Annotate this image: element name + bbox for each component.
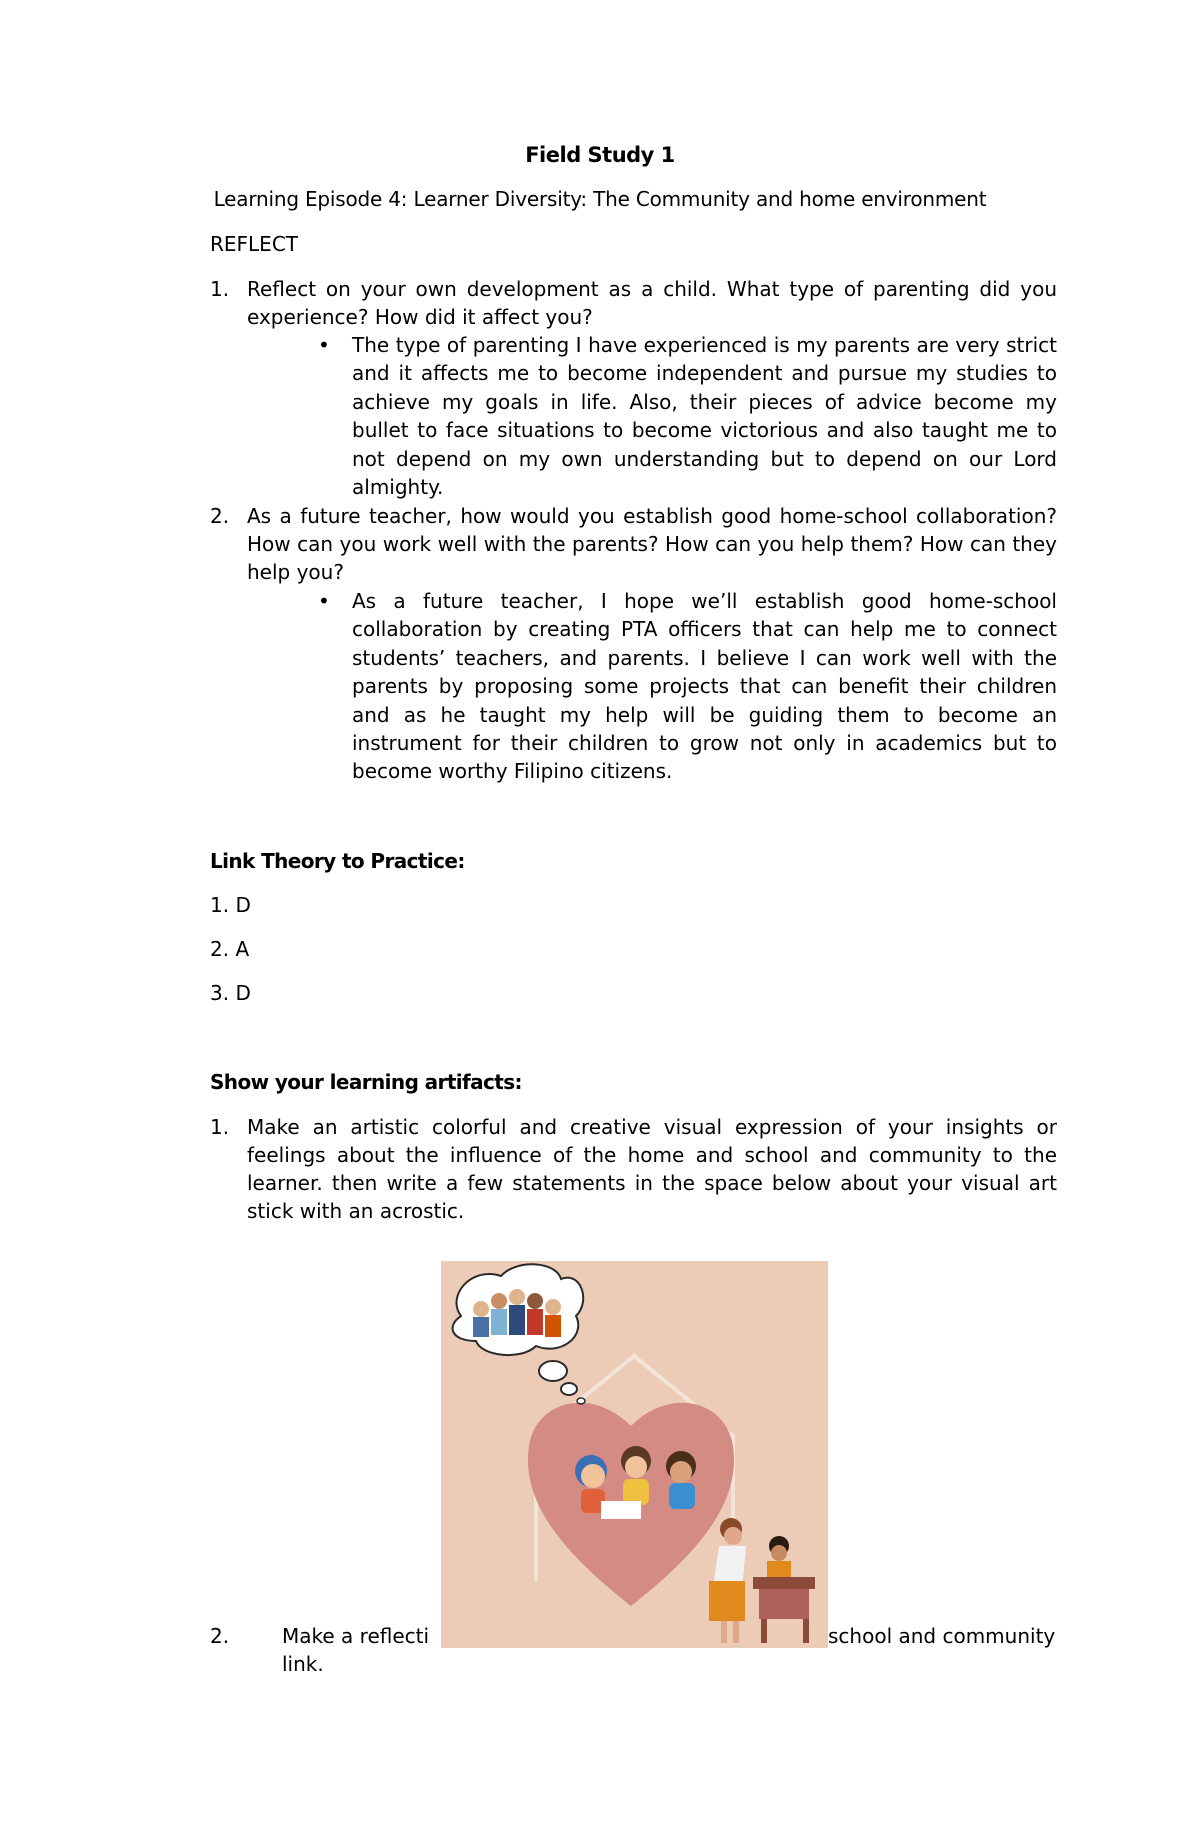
page-subtitle: Learning Episode 4: Learner Diversity: The Community and home environment bbox=[213, 187, 987, 211]
artifacts-heading: Show your learning artifacts: bbox=[210, 1070, 522, 1094]
artifact-item-1 bbox=[210, 1113, 1057, 1225]
link-theory-answer-1: 1. D bbox=[210, 893, 251, 917]
visual-art-image bbox=[441, 1261, 828, 1648]
link-theory-heading: Link Theory to Practice: bbox=[210, 849, 465, 873]
link-theory-answer-3: 3. D bbox=[210, 981, 251, 1005]
reflect-answer-2 bbox=[318, 587, 1057, 786]
reflect-question-1 bbox=[210, 275, 1057, 331]
question-number: 2. bbox=[210, 504, 230, 528]
question-number: 1. bbox=[210, 277, 230, 301]
bullet-icon: • bbox=[318, 589, 330, 613]
item-number: 1. bbox=[210, 1115, 230, 1139]
question-text: As a future teacher, how would you establish good home-school collaboration? How can you work well with the parents? How can you help them? How can they help you? bbox=[247, 504, 1057, 584]
reflect-question-2 bbox=[210, 502, 1057, 586]
item-text: Make an artistic colorful and creative visual expression of your insights or feelings about the influence of the home and school and community to the learner. then write a few statements in the space below about your visual art stick with an acrostic. bbox=[247, 1115, 1057, 1223]
page-title: Field Study 1 bbox=[525, 143, 675, 167]
reflect-answer-1 bbox=[318, 331, 1057, 501]
reflect-label: REFLECT bbox=[210, 232, 298, 256]
question-text: Reflect on your own development as a child. What type of parenting did you experience? How did it affect you? bbox=[247, 277, 1057, 329]
artifact-item-2-line2: link. bbox=[282, 1652, 324, 1676]
link-theory-answer-2: 2. A bbox=[210, 937, 250, 961]
artifact-item-2-number: 2. bbox=[210, 1624, 230, 1648]
artifact-item-2-text-left: Make a reflecti bbox=[282, 1624, 430, 1648]
bullet-icon: • bbox=[318, 333, 330, 357]
answer-text: The type of parenting I have experienced is my parents are very strict and it affects me to become independent and pursue my studies to achieve my goals in life. Also, their pieces of advice become my bullet to face situations to become victorious and also taught me to not depend on my own understanding but to depend on our Lord almighty. bbox=[352, 333, 1057, 500]
artifact-item-2-text-right: school and community bbox=[828, 1624, 1056, 1648]
answer-text: As a future teacher, I hope we’ll establish good home-school collaboration by creating PTA officers that can help me to connect students’ teachers, and parents. I believe I can work well with the parents by proposing some projects that can benefit their children and as he taught my help will be guiding them to become an instrument for their children to grow not only in academics but to become worthy Filipino citizens. bbox=[352, 589, 1057, 784]
